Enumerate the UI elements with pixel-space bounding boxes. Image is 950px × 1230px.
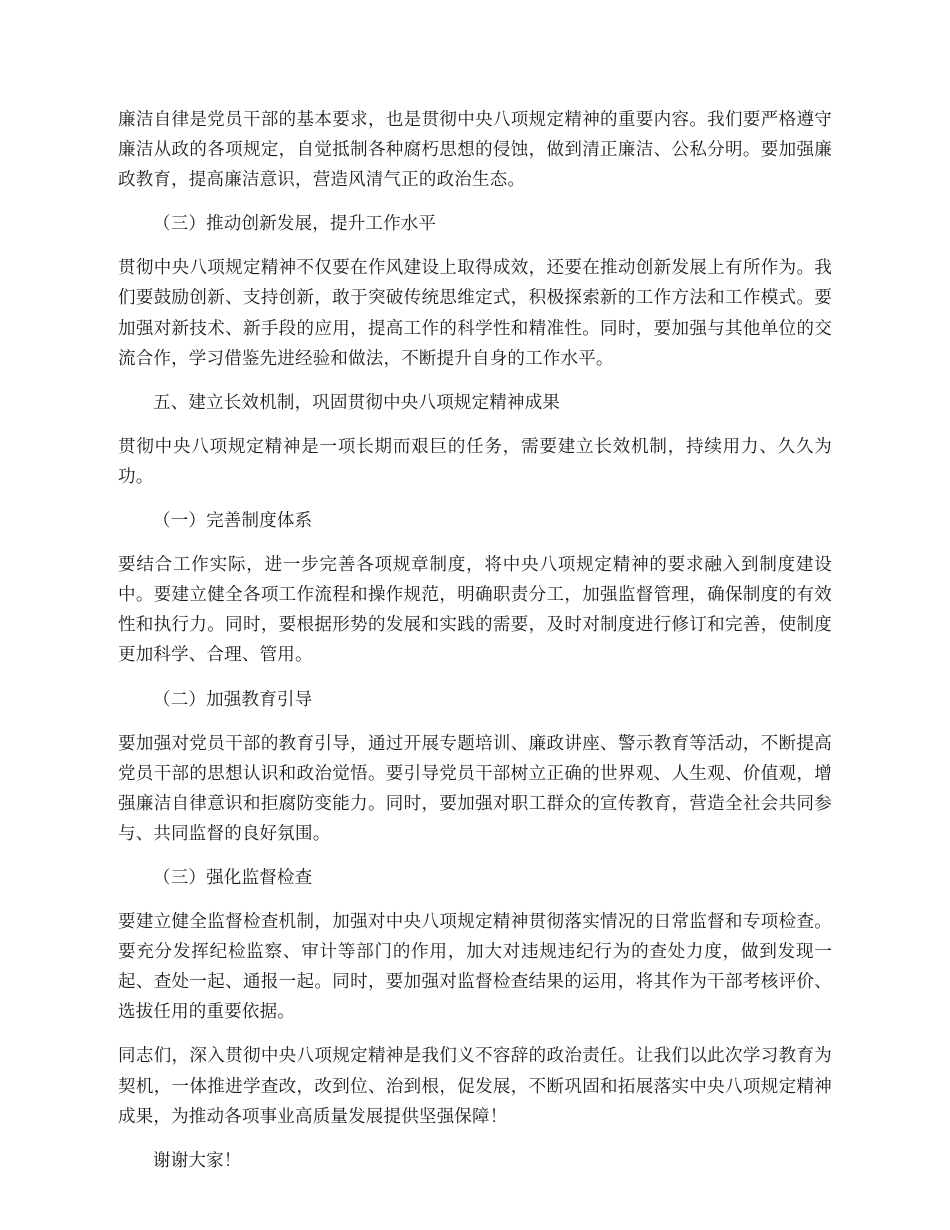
paragraph-institution-body: 要结合工作实际，进一步完善各项规章制度，将中央八项规定精神的要求融入到制度建设中。要建立健全各项工作流程和操作规范，明确职责分工，加强监督管理，确保制度的有效性和执行力。同时，要根据形势的发展和实践的需要，及时对制度进行修订和完善，使制度更加科学、合理、管用。	[118, 554, 832, 665]
paragraph-education-body: 要加强对党员干部的教育引导，通过开展专题培训、廉政讲座、警示教育等活动，不断提高党员干部的思想认识和政治觉悟。要引导党员干部树立正确的世界观、人生观、价值观，增强廉洁自律意识和拒腐防变能力。同时，要加强对职工群众的宣传教育，营造全社会共同参与、共同监督的良好氛围。	[118, 732, 832, 843]
paragraph-supervision-body: 要建立健全监督检查机制，加强对中央八项规定精神贯彻落实情况的日常监督和专项检查。要充分发挥纪检监察、审计等部门的作用，加大对违规违纪行为的查处力度，做到发现一起、查处一起、通报一起。同时，要加强对监督检查结果的运用，将其作为干部考核评价、选拔任用的重要依据。	[118, 911, 832, 1022]
paragraph-thanks: 谢谢大家！	[153, 1149, 242, 1170]
paragraph-innovation-body: 贯彻中央八项规定精神不仅要在作风建设上取得成效，还要在推动创新发展上有所作为。我们要鼓励创新、支持创新，敢于突破传统思维定式，积极探索新的工作方法和工作模式。要加强对新技术、新手段的应用，提高工作的科学性和精准性。同时，要加强与其他单位的交流合作，学习借鉴先进经验和做法，不断提升自身的工作水平。	[118, 257, 832, 368]
paragraph-long-term-body: 贯彻中央八项规定精神是一项长期而艰巨的任务，需要建立长效机制，持续用力、久久为功。	[118, 435, 832, 486]
paragraph-conclusion: 同志们，深入贯彻中央八项规定精神是我们义不容辞的政治责任。让我们以此次学习教育为契机，一体推进学查改，改到位、治到根，促发展，不断巩固和拓展落实中央八项规定精神成果，为推动各项事业高质量发展提供坚强保障！	[118, 1045, 832, 1126]
heading-建立长效机制: 五、建立长效机制，巩固贯彻中央八项规定精神成果	[153, 391, 561, 412]
heading-完善制度体系: （一）完善制度体系	[153, 510, 313, 531]
heading-加强教育引导: （二）加强教育引导	[153, 688, 313, 709]
document-body	[118, 104, 832, 1175]
heading-强化监督检查: （三）强化监督检查	[153, 866, 313, 887]
paragraph-integrity-self-discipline: 廉洁自律是党员干部的基本要求，也是贯彻中央八项规定精神的重要内容。我们要严格遵守廉洁从政的各项规定，自觉抵制各种腐朽思想的侵蚀，做到清正廉洁、公私分明。要加强廉政教育，提高廉洁意识，营造风清气正的政治生态。	[118, 109, 832, 190]
heading-推动创新发展: （三）推动创新发展，提升工作水平	[153, 213, 437, 234]
